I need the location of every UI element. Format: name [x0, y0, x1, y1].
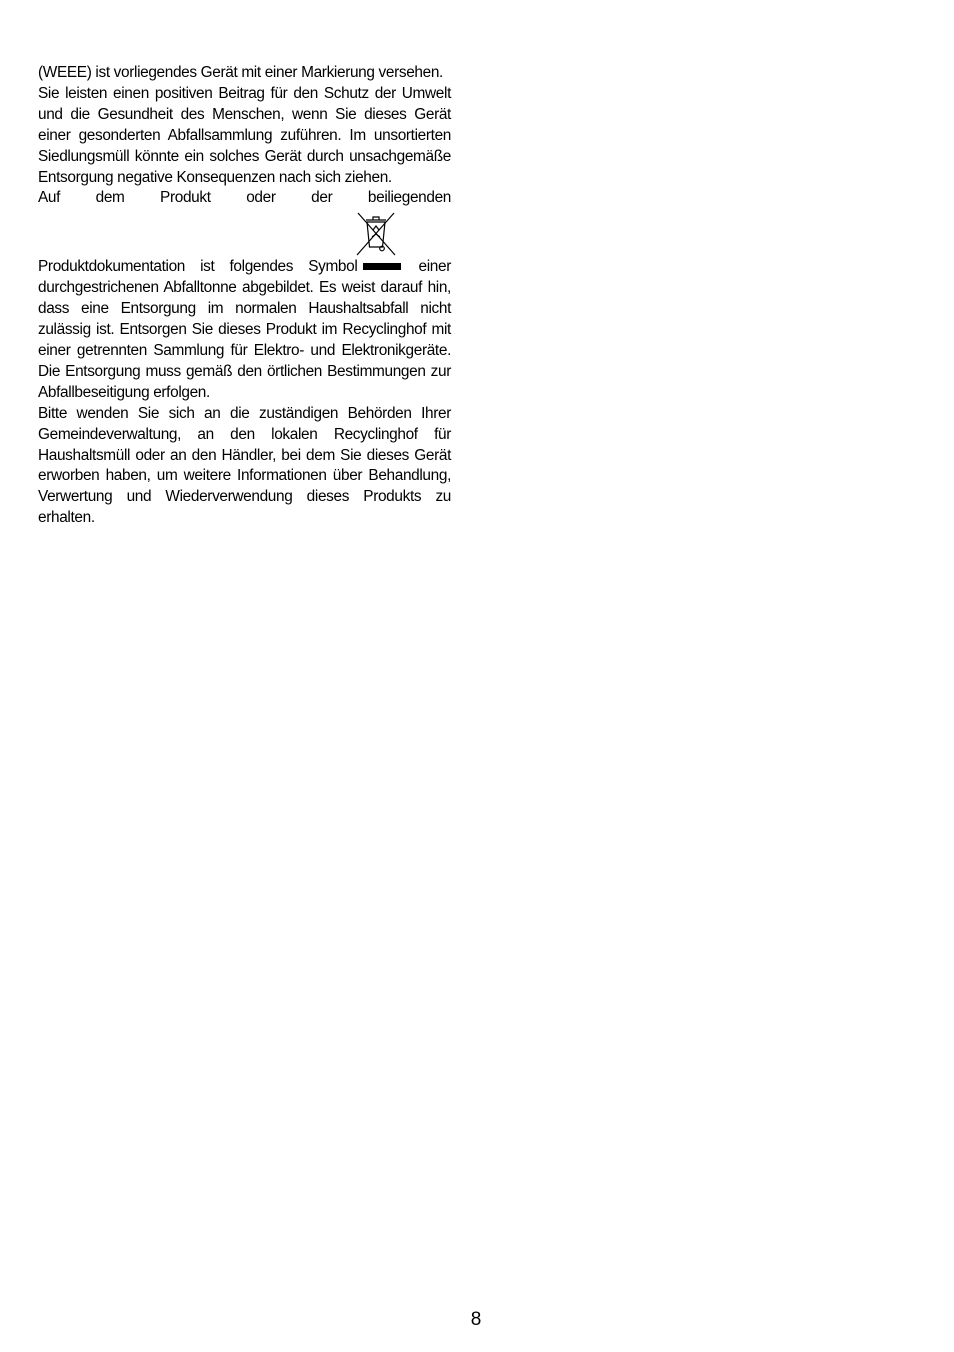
underline-bar-symbol — [363, 263, 401, 270]
paragraph-environment: Sie leisten einen positiven Beitrag für den Schutz der Umwelt und die Gesundheit des Menschen, wenn Sie dieses Gerät einer gesonderten Abfallsammlung zuführen. Im unsortierten Siedlungsmüll könnte ein solches Gerät durch unsachgemäße Entsorgung negative Konsequenzen nach sich ziehen. — [38, 84, 451, 186]
symbol-line-text-before: Produktdokumentation ist folgendes Symbol — [38, 258, 358, 276]
symbol-line — [38, 257, 451, 278]
text-column — [38, 63, 451, 529]
paragraph-contact: Bitte wenden Sie sich an die zuständigen Behörden Ihrer Gemeindeverwaltung, an den lokalen Recyclinghof für Haushaltsmüll oder an den Händler, bei dem Sie dieses Gerät erworben haben, um weitere Informationen über Behandlung, Verwertung und Wiederverwendung dieses Produkts zu erhalten. — [38, 404, 451, 527]
page-number: 8 — [470, 1309, 482, 1330]
paragraph-disposal: durchgestrichenen Abfalltonne abgebildet. Es weist darauf hin, dass eine Entsorgung im normalen Haushaltsabfall nicht zulässig ist. Entsorgen Sie dieses Produkt im Recyclinghof mit einer getrennten Sammlung für Elektro- und Elektronikgeräte. Die Entsorgung muss gemäß den örtlichen Bestimmungen zur Abfallbeseitigung erfolgen. — [38, 279, 451, 401]
crossed-out-wheelie-bin-icon — [354, 210, 398, 256]
paragraph-symbol-intro: Auf dem Produkt oder der beiliegenden — [38, 189, 451, 207]
symbol-line-text-after: einer — [418, 258, 451, 276]
weee-icon-block — [38, 209, 451, 257]
paragraph-weee-marking: (WEEE) ist vorliegendes Gerät mit einer Markierung versehen. — [38, 64, 443, 81]
